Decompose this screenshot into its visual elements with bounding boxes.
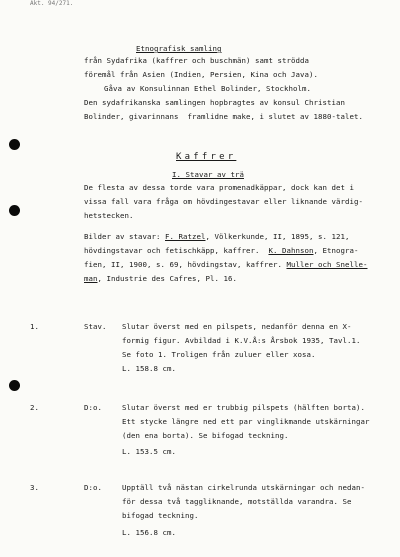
archive-mark: Akt. 94/271. — [30, 0, 74, 7]
punch-hole-top — [9, 139, 20, 150]
item-label: D:o. — [84, 483, 102, 492]
item-description-line: bifogad teckning. — [122, 511, 199, 520]
punch-hole-bottom — [9, 380, 20, 391]
paragraph-line: De flesta av dessa torde vara promenadkäppar, dock kan det i — [84, 183, 354, 192]
item-number: 3. — [30, 483, 39, 492]
item-length: L. 153.5 cm. — [122, 447, 176, 456]
item-description-line: Ett stycke längre ned ett par vinglikmande utskärningar — [122, 417, 370, 426]
bibliography-line: man, Industrie des Cafres, Pl. 16. — [84, 274, 237, 283]
item-description-line: Upptäll två nästan cirkelrunda utskärningar och nedan- — [122, 483, 365, 492]
item-description-line: Slutar överst med en pilspets, nedanför denna en X- — [122, 322, 352, 331]
author-muller-snelleman: Muller och Snelle- — [286, 260, 368, 269]
bibliography-line: Bilder av stavar: F. Ratzel, Völkerkunde, II, 1895, s. 121, — [84, 232, 350, 241]
bibliography-line: hövdingstavar och fetischkäpp, kaffrer. K. Dahnson, Etnogra- — [84, 246, 359, 255]
item-label: D:o. — [84, 403, 102, 412]
intro-line: Den sydafrikanska samlingen hopbragtes av konsul Christian — [84, 98, 345, 107]
item-length: L. 156.8 cm. — [122, 528, 176, 537]
item-description-line: (den ena borta). Se bifogad teckning. — [122, 431, 289, 440]
intro-line: från Sydafrika (kaffrer och buschmän) samt strödda — [84, 56, 309, 65]
intro-line: föremål från Asien (Indien, Persien, Kina och Java). — [84, 70, 318, 79]
subsection-title: I. Stavar av trä — [172, 170, 244, 179]
item-description-line: Se foto 1. Troligen från zuluer eller xosa. — [122, 350, 316, 359]
item-label: Stav. — [84, 322, 107, 331]
author-ratzel: F. Ratzel — [165, 232, 206, 241]
item-number: 2. — [30, 403, 39, 412]
intro-line: Gåva av Konsulinnan Ethel Bolinder, Stockholm. — [104, 84, 311, 93]
bibliography-line: fien, II, 1900, s. 69, hövdingstav, kaffrer. Muller och Snelle- — [84, 260, 368, 269]
punch-hole-middle — [9, 205, 20, 216]
paragraph-line: vissa fall vara fråga om hövdingestavar eller liknande värdig- — [84, 197, 363, 206]
intro-line: Bolinder, givarinnans framlidne make, i slutet av 1880-talet. — [84, 112, 363, 121]
item-length: L. 158.8 cm. — [122, 364, 176, 373]
item-description-line: för dessa två taggliknande, motställda varandra. Se — [122, 497, 352, 506]
paragraph-line: hetstecken. — [84, 211, 134, 220]
item-description-line: formig figur. Avbildad i K.V.Å:s Årsbok 1935, Tavl.1. — [122, 336, 361, 345]
item-number: 1. — [30, 322, 39, 331]
item-description-line: Slutar överst med er trubbig pilspets (hälften borta). — [122, 403, 365, 412]
author-dahnson: K. Dahnson — [268, 246, 314, 255]
section-title: Kaffrer — [176, 152, 237, 162]
collection-title: Etnografisk samling — [136, 44, 222, 53]
